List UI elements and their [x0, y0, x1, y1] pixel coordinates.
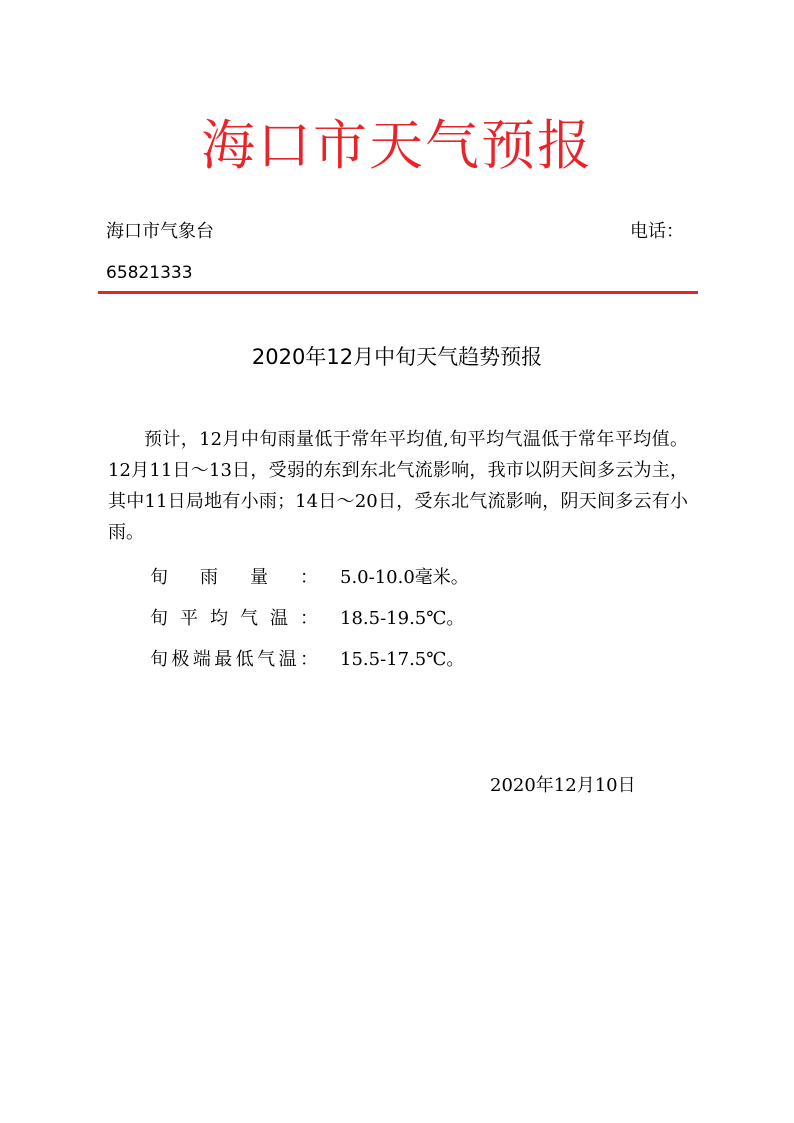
stat-value: 15.5-17.5℃。	[340, 649, 465, 670]
issue-date: 2020年12月10日	[490, 775, 636, 796]
stat-value: 18.5-19.5℃。	[340, 608, 465, 629]
stat-row-mean-temperature	[150, 604, 464, 634]
stat-label: 旬平均气温：	[150, 608, 318, 629]
phone-label: 电话：	[630, 221, 684, 242]
header-divider	[98, 291, 698, 294]
phone-number: 65821333	[106, 263, 193, 283]
stat-label: 旬雨量：	[150, 567, 318, 588]
page-title: 海口市天气预报	[201, 114, 593, 177]
document-heading: 2020年12月中旬天气趋势预报	[251, 345, 543, 369]
stat-row-min-temperature	[150, 645, 464, 675]
stat-label: 旬极端最低气温：	[150, 649, 318, 670]
stat-row-rainfall	[150, 563, 469, 593]
forecast-paragraph: 预计，12月中旬雨量低于常年平均值,旬平均气温低于常年平均值。12月11日～13日，受弱的东到东北气流影响，我市以阴天间多云为主，其中11日局地有小雨；14日～20日，受东北气流影响，阴天间多云有小雨。	[108, 429, 688, 543]
stat-value: 5.0-10.0毫米。	[340, 567, 469, 588]
organization-name: 海口市气象台	[106, 221, 214, 242]
